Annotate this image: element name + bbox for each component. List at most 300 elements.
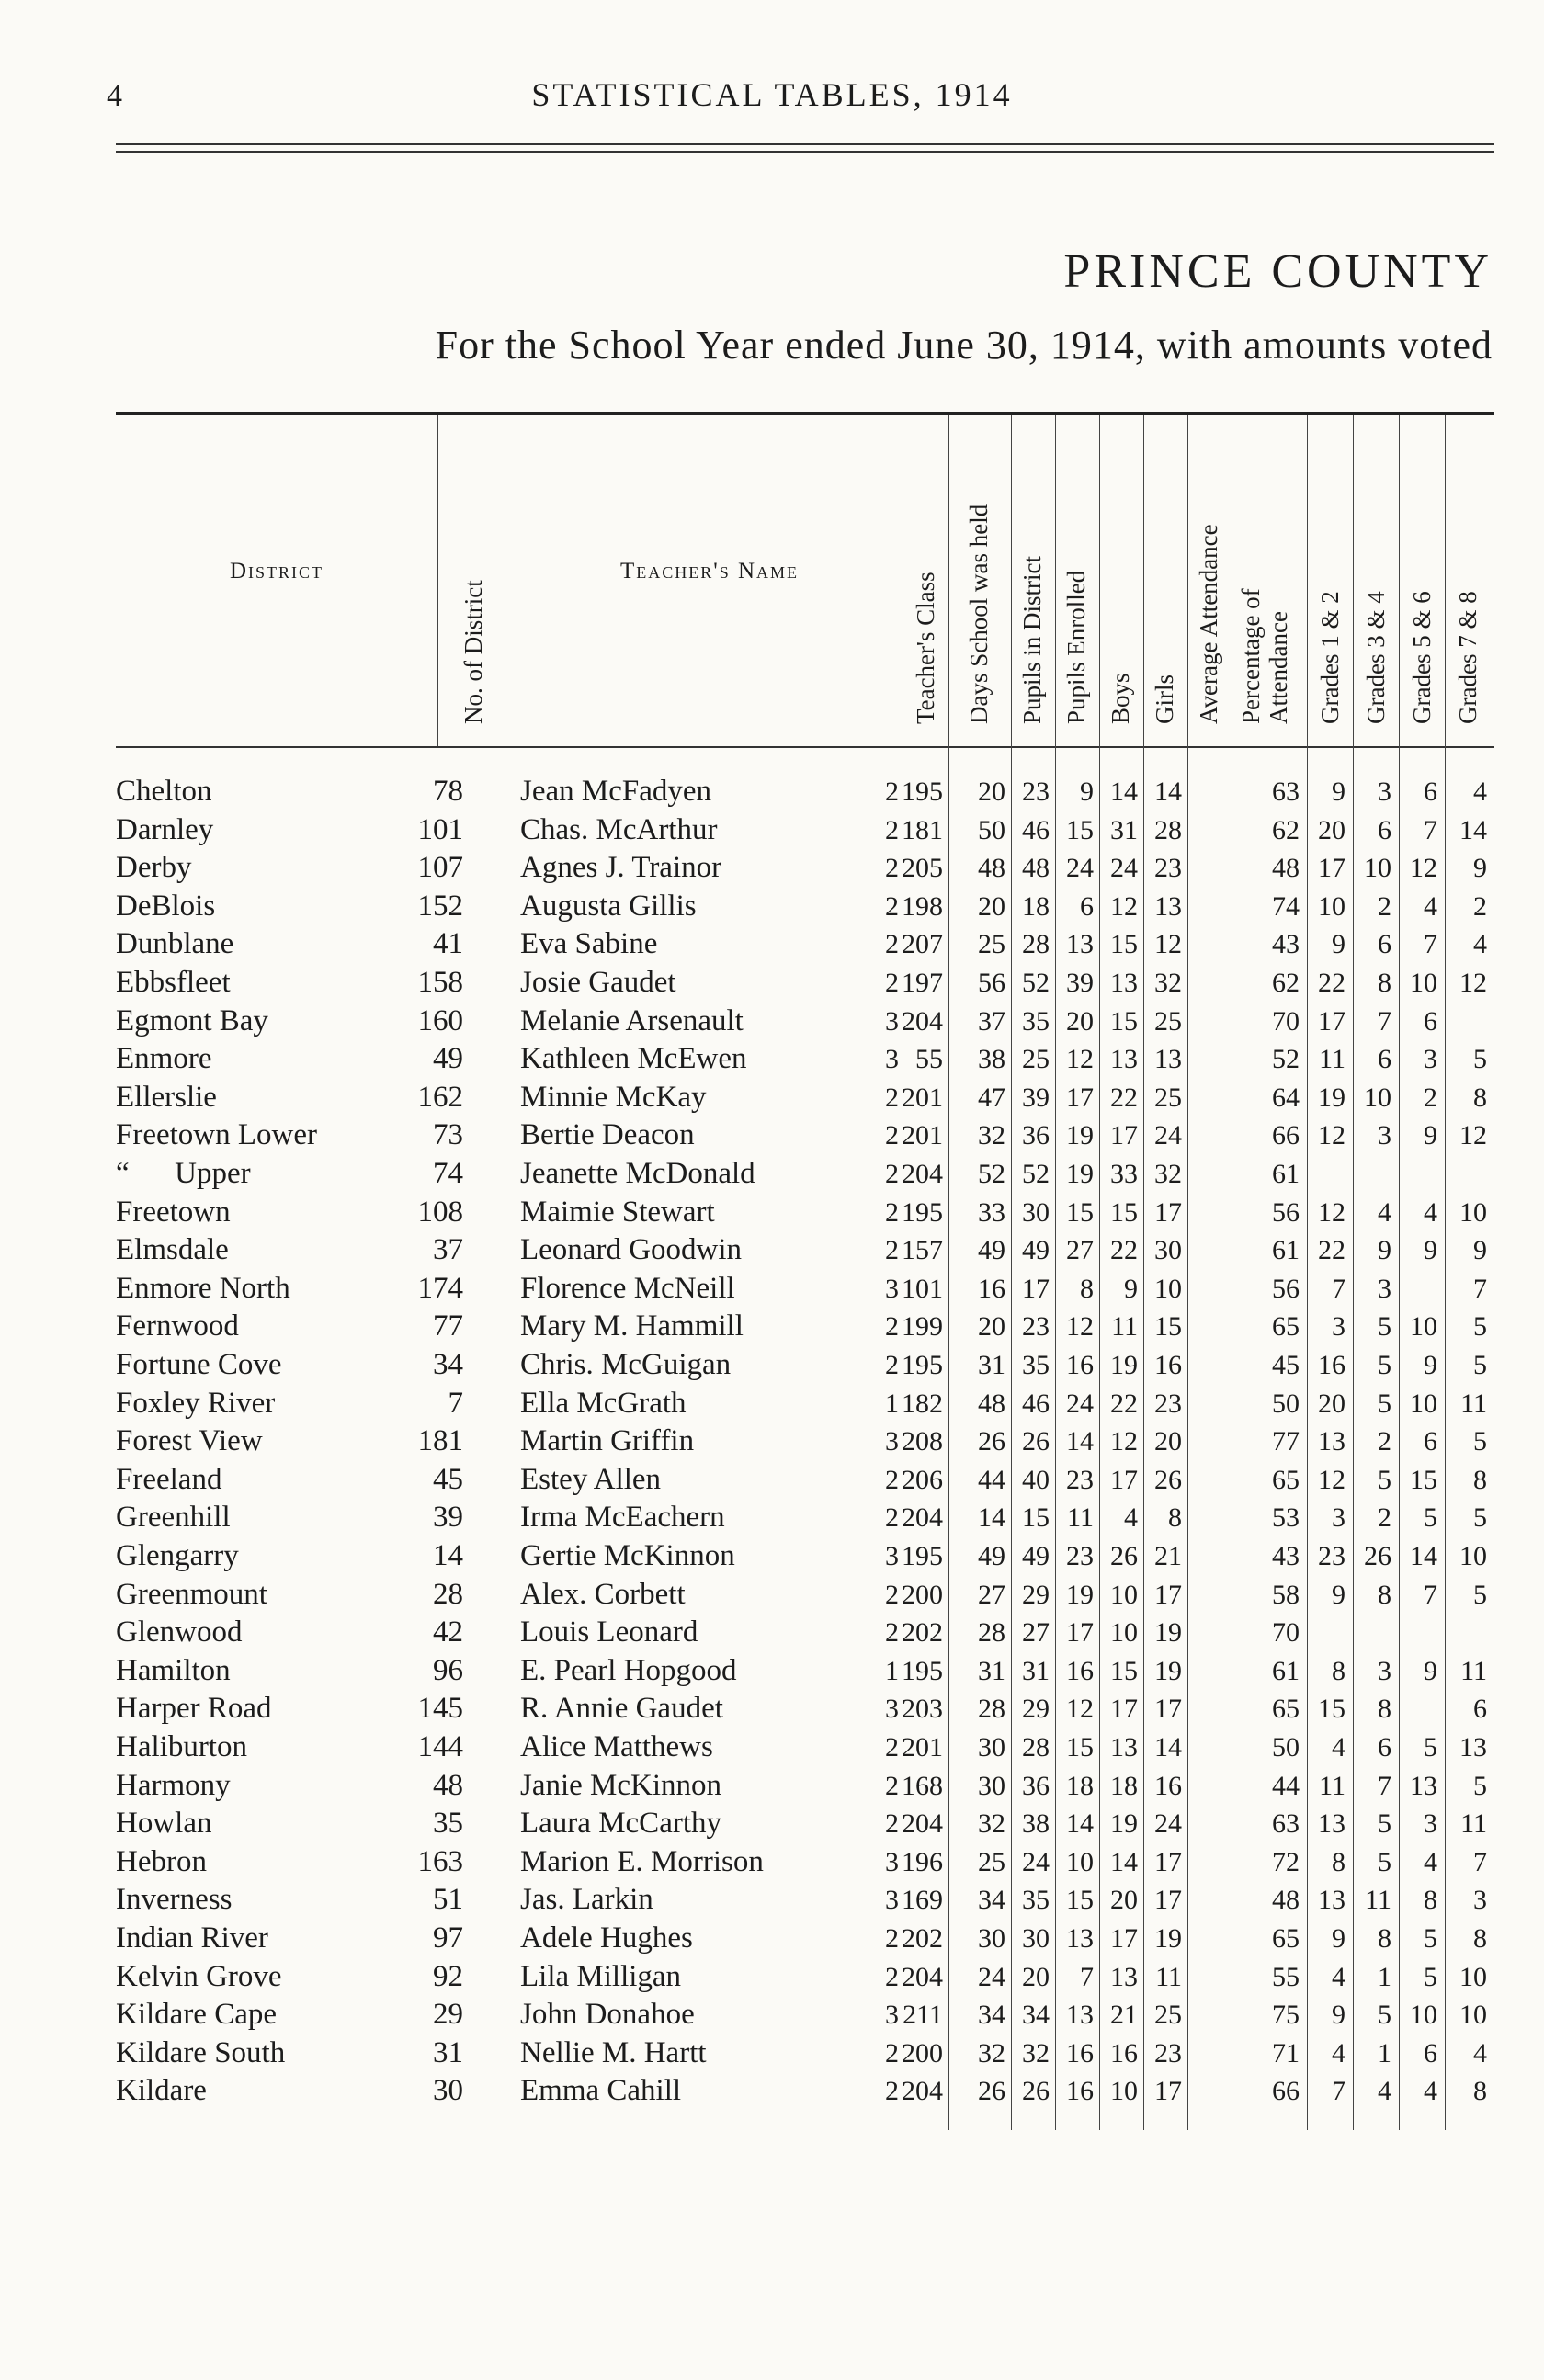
cell-grades-5-6: 9 xyxy=(1424,1120,1437,1151)
cell-district-number: 96 xyxy=(433,1653,463,1687)
cell-grades-5-6: 14 xyxy=(1410,1541,1437,1571)
cell-days-held: 195 xyxy=(902,1541,943,1571)
table-top-rule xyxy=(116,412,1494,415)
cell-grades-1-2: 20 xyxy=(1318,1388,1345,1419)
cell-percentage-attendance: 62 xyxy=(1272,814,1300,845)
cell-teacher-name: Irma McEachern xyxy=(520,1501,725,1535)
cell-percentage-attendance: 63 xyxy=(1272,776,1300,807)
cell-percentage-attendance: 70 xyxy=(1272,1617,1300,1649)
cell-grades-7-8: 10 xyxy=(1459,1196,1487,1228)
cell-teacher-class: 1 xyxy=(885,1388,899,1419)
cell-grades-3-4: 5 xyxy=(1378,1350,1391,1380)
cell-average-attendance: 17 xyxy=(1154,1885,1182,1916)
cell-grades-5-6: 4 xyxy=(1424,2076,1437,2107)
cell-teacher-class: 2 xyxy=(885,1770,899,1801)
cell-teacher-class: 3 xyxy=(885,1426,899,1457)
table-row xyxy=(116,1767,1494,1806)
cell-teacher-class: 2 xyxy=(885,1159,899,1189)
cell-grades-3-4: 6 xyxy=(1378,1732,1391,1762)
cell-grades-7-8: 5 xyxy=(1473,1044,1487,1075)
cell-grades-3-4: 1 xyxy=(1378,1961,1391,1992)
column-divider xyxy=(437,415,438,746)
cell-boys: 18 xyxy=(1066,1770,1094,1801)
cell-girls: 4 xyxy=(1124,1502,1138,1534)
table-row xyxy=(116,1270,1494,1309)
cell-teacher-name: Ella McGrath xyxy=(520,1386,687,1420)
cell-percentage-attendance: 75 xyxy=(1272,2000,1300,2031)
cell-district: Harper Road xyxy=(116,1692,272,1726)
table-row xyxy=(116,1194,1494,1232)
table-row xyxy=(116,1920,1494,1958)
cell-pupils-district: 47 xyxy=(978,1082,1005,1113)
cell-days-held: 181 xyxy=(902,814,943,845)
cell-days-held: 206 xyxy=(902,1464,943,1495)
cell-girls: 19 xyxy=(1110,1808,1138,1840)
cell-grades-5-6: 2 xyxy=(1424,1082,1437,1113)
table-row xyxy=(116,1003,1494,1041)
col-head-district: District xyxy=(229,559,324,584)
cell-grades-3-4: 5 xyxy=(1378,1464,1391,1495)
cell-girls: 14 xyxy=(1110,776,1138,807)
cell-days-held: 202 xyxy=(902,1617,943,1649)
cell-average-attendance: 19 xyxy=(1154,1617,1182,1649)
cell-teacher-name: Alice Matthews xyxy=(520,1730,713,1763)
cell-grades-5-6: 3 xyxy=(1424,1044,1437,1075)
cell-percentage-attendance: 55 xyxy=(1272,1961,1300,1992)
cell-grades-1-2: 12 xyxy=(1318,1464,1345,1495)
cell-district-number: 181 xyxy=(417,1424,463,1458)
cell-teacher-name: Laura McCarthy xyxy=(520,1807,721,1841)
cell-pupils-district: 32 xyxy=(978,1808,1005,1840)
cell-grades-1-2: 11 xyxy=(1319,1044,1345,1075)
cell-pupils-district: 30 xyxy=(978,1923,1005,1954)
cell-teacher-class: 3 xyxy=(885,1885,899,1916)
table-row xyxy=(116,888,1494,926)
cell-grades-5-6: 3 xyxy=(1424,1808,1437,1840)
cell-district: Haliburton xyxy=(116,1730,247,1763)
cell-percentage-attendance: 48 xyxy=(1272,853,1300,884)
cell-days-held: 200 xyxy=(902,2037,943,2068)
cell-district: Kelvin Grove xyxy=(116,1959,282,1993)
cell-district-number: 74 xyxy=(433,1157,463,1190)
cell-district: Indian River xyxy=(116,1921,268,1955)
cell-boys: 19 xyxy=(1066,1579,1094,1610)
cell-percentage-attendance: 61 xyxy=(1272,1235,1300,1266)
county-title: PRINCE COUNTY xyxy=(1063,245,1493,298)
cell-pupils-enrolled: 46 xyxy=(1022,1388,1050,1419)
cell-teacher-name: Gertie McKinnon xyxy=(520,1539,735,1572)
cell-grades-1-2: 8 xyxy=(1332,1655,1345,1686)
cell-grades-3-4: 4 xyxy=(1378,1196,1391,1228)
cell-grades-5-6: 7 xyxy=(1424,929,1437,960)
cell-days-held: 203 xyxy=(902,1694,943,1725)
cell-pupils-district: 14 xyxy=(978,1502,1005,1534)
cell-grades-5-6: 5 xyxy=(1424,1923,1437,1954)
cell-grades-1-2: 7 xyxy=(1332,1273,1345,1304)
cell-girls: 15 xyxy=(1110,1655,1138,1686)
cell-grades-1-2: 13 xyxy=(1318,1808,1345,1840)
cell-teacher-name: Chas. McArthur xyxy=(520,812,718,846)
cell-district-number: 78 xyxy=(433,775,463,808)
cell-grades-3-4: 5 xyxy=(1378,1311,1391,1343)
table-row xyxy=(116,1958,1494,1997)
cell-teacher-name: Martin Griffin xyxy=(520,1424,695,1458)
cell-grades-3-4: 1 xyxy=(1378,2037,1391,2068)
cell-girls: 17 xyxy=(1110,1464,1138,1495)
cell-boys: 8 xyxy=(1080,1273,1094,1304)
cell-grades-3-4: 11 xyxy=(1365,1885,1391,1916)
cell-pupils-district: 30 xyxy=(978,1770,1005,1801)
cell-percentage-attendance: 65 xyxy=(1272,1311,1300,1343)
cell-percentage-attendance: 56 xyxy=(1272,1196,1300,1228)
cell-grades-5-6: 9 xyxy=(1424,1655,1437,1686)
cell-average-attendance: 17 xyxy=(1154,1579,1182,1610)
cell-grades-1-2: 17 xyxy=(1318,853,1345,884)
cell-grades-5-6: 13 xyxy=(1410,1770,1437,1801)
cell-grades-3-4: 5 xyxy=(1378,1388,1391,1419)
cell-grades-5-6: 4 xyxy=(1424,1846,1437,1877)
col-head-pupils-enrolled: Pupils Enrolled xyxy=(1062,570,1090,724)
cell-average-attendance: 26 xyxy=(1154,1464,1182,1495)
cell-boys: 10 xyxy=(1066,1846,1094,1877)
cell-pupils-enrolled: 29 xyxy=(1022,1694,1050,1725)
cell-days-held: 199 xyxy=(902,1311,943,1343)
cell-teacher-name: Kathleen McEwen xyxy=(520,1042,747,1076)
cell-grades-1-2: 20 xyxy=(1318,814,1345,845)
cell-average-attendance: 11 xyxy=(1155,1961,1182,1992)
cell-boys: 15 xyxy=(1066,1885,1094,1916)
cell-district: Greenmount xyxy=(116,1577,267,1611)
cell-pupils-enrolled: 26 xyxy=(1022,1426,1050,1457)
page-number: 4 xyxy=(107,79,122,113)
cell-district: Enmore North xyxy=(116,1271,290,1305)
cell-average-attendance: 13 xyxy=(1154,1044,1182,1075)
cell-teacher-name: Melanie Arsenault xyxy=(520,1003,744,1037)
cell-grades-1-2: 17 xyxy=(1318,1005,1345,1037)
table-row xyxy=(116,1231,1494,1270)
cell-grades-1-2: 22 xyxy=(1318,1235,1345,1266)
cell-girls: 24 xyxy=(1110,853,1138,884)
cell-average-attendance: 8 xyxy=(1168,1502,1182,1534)
table-row xyxy=(116,1079,1494,1117)
cell-teacher-name: Chris. McGuigan xyxy=(520,1348,732,1381)
table-row xyxy=(116,1155,1494,1194)
cell-grades-1-2: 4 xyxy=(1332,1732,1345,1762)
table-row xyxy=(116,964,1494,1003)
cell-boys: 24 xyxy=(1066,853,1094,884)
cell-teacher-class: 2 xyxy=(885,1350,899,1380)
cell-pupils-district: 27 xyxy=(978,1579,1005,1610)
cell-district: Greenhill xyxy=(116,1501,231,1535)
cell-girls: 31 xyxy=(1110,814,1138,845)
cell-grades-5-6: 10 xyxy=(1410,2000,1437,2031)
cell-district-number: 158 xyxy=(417,966,463,999)
cell-girls: 12 xyxy=(1110,1426,1138,1457)
cell-grades-1-2: 9 xyxy=(1332,2000,1345,2031)
cell-district-number: 39 xyxy=(433,1501,463,1535)
header-rule-top xyxy=(116,143,1494,145)
cell-teacher-class: 2 xyxy=(885,1923,899,1954)
cell-district-number: 31 xyxy=(433,2035,463,2069)
cell-boys: 24 xyxy=(1066,1388,1094,1419)
table-row xyxy=(116,1461,1494,1500)
cell-pupils-district: 56 xyxy=(978,968,1005,998)
cell-girls: 11 xyxy=(1111,1311,1138,1343)
cell-teacher-name: Leonard Goodwin xyxy=(520,1233,743,1267)
cell-grades-5-6: 8 xyxy=(1424,1885,1437,1916)
cell-grades-1-2: 19 xyxy=(1318,1082,1345,1113)
cell-boys: 12 xyxy=(1066,1311,1094,1343)
cell-girls: 10 xyxy=(1110,1579,1138,1610)
cell-boys: 13 xyxy=(1066,2000,1094,2031)
cell-percentage-attendance: 74 xyxy=(1272,890,1300,922)
cell-days-held: 204 xyxy=(902,1961,943,1992)
cell-boys: 17 xyxy=(1066,1082,1094,1113)
cell-days-held: 207 xyxy=(902,929,943,960)
cell-girls: 20 xyxy=(1110,1885,1138,1916)
cell-teacher-class: 3 xyxy=(885,1541,899,1571)
cell-percentage-attendance: 58 xyxy=(1272,1579,1300,1610)
cell-boys: 16 xyxy=(1066,2076,1094,2107)
cell-percentage-attendance: 45 xyxy=(1272,1350,1300,1380)
cell-teacher-class: 2 xyxy=(885,1082,899,1113)
cell-pupils-district: 25 xyxy=(978,1846,1005,1877)
table-row xyxy=(116,1116,1494,1155)
table-row xyxy=(116,925,1494,964)
cell-pupils-district: 49 xyxy=(978,1541,1005,1571)
cell-boys: 16 xyxy=(1066,2037,1094,2068)
cell-days-held: 201 xyxy=(902,1732,943,1762)
cell-district-number: 7 xyxy=(448,1386,463,1420)
cell-average-attendance: 17 xyxy=(1154,2076,1182,2107)
cell-grades-7-8: 6 xyxy=(1473,1694,1487,1725)
cell-days-held: 195 xyxy=(902,1350,943,1380)
cell-boys: 19 xyxy=(1066,1120,1094,1151)
cell-pupils-enrolled: 34 xyxy=(1022,2000,1050,2031)
cell-district-number: 42 xyxy=(433,1615,463,1649)
cell-girls: 9 xyxy=(1124,1273,1138,1304)
cell-teacher-name: Jean McFadyen xyxy=(520,775,712,808)
cell-average-attendance: 13 xyxy=(1154,890,1182,922)
cell-district: Harmony xyxy=(116,1768,231,1802)
cell-girls: 17 xyxy=(1110,1694,1138,1725)
cell-teacher-class: 2 xyxy=(885,1196,899,1228)
cell-percentage-attendance: 66 xyxy=(1272,1120,1300,1151)
cell-girls: 18 xyxy=(1110,1770,1138,1801)
cell-grades-7-8: 11 xyxy=(1460,1655,1487,1686)
cell-district-number: 144 xyxy=(417,1730,463,1763)
table-row xyxy=(116,811,1494,850)
cell-boys: 39 xyxy=(1066,968,1094,998)
cell-teacher-class: 2 xyxy=(885,1235,899,1266)
cell-pupils-enrolled: 15 xyxy=(1022,1502,1050,1534)
cell-average-attendance: 17 xyxy=(1154,1846,1182,1877)
table-row xyxy=(116,1385,1494,1423)
cell-district: Enmore xyxy=(116,1042,212,1076)
table-subtitle: For the School Year ended June 30, 1914, with amounts voted xyxy=(435,323,1493,368)
cell-pupils-enrolled: 28 xyxy=(1022,929,1050,960)
cell-district-number: 160 xyxy=(417,1003,463,1037)
cell-teacher-class: 2 xyxy=(885,2076,899,2107)
cell-grades-3-4: 8 xyxy=(1378,1923,1391,1954)
cell-grades-1-2: 13 xyxy=(1318,1885,1345,1916)
cell-district: Ellerslie xyxy=(116,1080,217,1114)
table-row xyxy=(116,849,1494,888)
cell-percentage-attendance: 52 xyxy=(1272,1044,1300,1075)
cell-grades-7-8: 13 xyxy=(1459,1732,1487,1762)
cell-grades-1-2: 3 xyxy=(1332,1502,1345,1534)
cell-grades-1-2: 9 xyxy=(1332,1923,1345,1954)
cell-boys: 17 xyxy=(1066,1617,1094,1649)
cell-district: Kildare xyxy=(116,2074,207,2108)
cell-percentage-attendance: 65 xyxy=(1272,1694,1300,1725)
cell-pupils-enrolled: 35 xyxy=(1022,1885,1050,1916)
cell-pupils-enrolled: 31 xyxy=(1022,1655,1050,1686)
cell-grades-5-6: 9 xyxy=(1424,1235,1437,1266)
cell-pupils-district: 52 xyxy=(978,1159,1005,1189)
cell-teacher-class: 2 xyxy=(885,1579,899,1610)
cell-pupils-enrolled: 40 xyxy=(1022,1464,1050,1495)
cell-boys: 15 xyxy=(1066,814,1094,845)
cell-district: Inverness xyxy=(116,1883,233,1917)
cell-days-held: 195 xyxy=(902,1196,943,1228)
cell-district: Chelton xyxy=(116,775,212,808)
cell-grades-1-2: 15 xyxy=(1318,1694,1345,1725)
cell-girls: 16 xyxy=(1110,2037,1138,2068)
cell-boys: 15 xyxy=(1066,1732,1094,1762)
cell-district: Dunblane xyxy=(116,927,234,961)
table-row xyxy=(116,1614,1494,1652)
cell-pupils-district: 50 xyxy=(978,814,1005,845)
cell-girls: 13 xyxy=(1110,968,1138,998)
cell-grades-1-2: 11 xyxy=(1319,1770,1345,1801)
cell-grades-3-4: 6 xyxy=(1378,814,1391,845)
cell-grades-7-8: 14 xyxy=(1459,814,1487,845)
cell-grades-1-2: 10 xyxy=(1318,890,1345,922)
cell-pupils-enrolled: 30 xyxy=(1022,1923,1050,1954)
cell-pupils-district: 34 xyxy=(978,1885,1005,1916)
cell-average-attendance: 15 xyxy=(1154,1311,1182,1343)
cell-district: Freetown xyxy=(116,1195,231,1229)
cell-percentage-attendance: 72 xyxy=(1272,1846,1300,1877)
cell-grades-5-6: 15 xyxy=(1410,1464,1437,1495)
cell-percentage-attendance: 53 xyxy=(1272,1502,1300,1534)
cell-teacher-name: Estey Allen xyxy=(520,1462,662,1496)
cell-district-number: 77 xyxy=(433,1309,463,1343)
cell-boys: 14 xyxy=(1066,1808,1094,1840)
cell-teacher-class: 2 xyxy=(885,776,899,807)
cell-district-number: 107 xyxy=(417,851,463,885)
cell-percentage-attendance: 43 xyxy=(1272,1541,1300,1571)
cell-pupils-district: 24 xyxy=(978,1961,1005,1992)
cell-percentage-attendance: 61 xyxy=(1272,1655,1300,1686)
cell-grades-3-4: 5 xyxy=(1378,2000,1391,2031)
cell-district-number: 37 xyxy=(433,1233,463,1267)
cell-teacher-name: Augusta Gillis xyxy=(520,889,697,923)
cell-teacher-name: Agnes J. Trainor xyxy=(520,851,722,885)
cell-average-attendance: 19 xyxy=(1154,1923,1182,1954)
cell-average-attendance: 14 xyxy=(1154,1732,1182,1762)
cell-pupils-district: 16 xyxy=(978,1273,1005,1304)
cell-pupils-district: 31 xyxy=(978,1655,1005,1686)
cell-teacher-name: Josie Gaudet xyxy=(520,966,676,999)
cell-grades-1-2: 22 xyxy=(1318,968,1345,998)
cell-pupils-enrolled: 25 xyxy=(1022,1044,1050,1075)
cell-average-attendance: 17 xyxy=(1154,1196,1182,1228)
cell-district-number: 101 xyxy=(417,812,463,846)
cell-pupils-enrolled: 32 xyxy=(1022,2037,1050,2068)
cell-girls: 13 xyxy=(1110,1044,1138,1075)
col-head-days-held: Days School was held xyxy=(965,504,993,724)
table-row xyxy=(116,1843,1494,1882)
cell-district-number: 30 xyxy=(433,2074,463,2108)
cell-pupils-enrolled: 23 xyxy=(1022,776,1050,807)
cell-grades-5-6: 6 xyxy=(1424,2037,1437,2068)
col-head-girls: Girls xyxy=(1151,674,1178,724)
cell-boys: 19 xyxy=(1066,1159,1094,1189)
cell-grades-7-8: 5 xyxy=(1473,1579,1487,1610)
cell-grades-5-6: 6 xyxy=(1424,1426,1437,1457)
cell-teacher-name: E. Pearl Hopgood xyxy=(520,1653,737,1687)
cell-district-number: 29 xyxy=(433,1998,463,2032)
cell-grades-5-6: 6 xyxy=(1424,776,1437,807)
cell-grades-7-8: 5 xyxy=(1473,1770,1487,1801)
cell-district: Fortune Cove xyxy=(116,1348,282,1381)
cell-boys: 23 xyxy=(1066,1541,1094,1571)
cell-pupils-enrolled: 35 xyxy=(1022,1350,1050,1380)
cell-pupils-district: 26 xyxy=(978,2076,1005,2107)
cell-boys: 12 xyxy=(1066,1694,1094,1725)
col-head-percentage-line1: Percentage of xyxy=(1237,588,1265,724)
cell-grades-7-8: 4 xyxy=(1473,929,1487,960)
cell-grades-3-4: 3 xyxy=(1378,776,1391,807)
col-head-grades-7-8: Grades 7 & 8 xyxy=(1454,591,1482,724)
cell-grades-7-8: 9 xyxy=(1473,1235,1487,1266)
cell-pupils-district: 26 xyxy=(978,1426,1005,1457)
cell-percentage-attendance: 64 xyxy=(1272,1082,1300,1113)
cell-girls: 10 xyxy=(1110,1617,1138,1649)
table-row xyxy=(116,1728,1494,1767)
cell-grades-7-8: 2 xyxy=(1473,890,1487,922)
cell-grades-1-2: 12 xyxy=(1318,1120,1345,1151)
cell-days-held: 55 xyxy=(915,1044,943,1075)
cell-grades-3-4: 5 xyxy=(1378,1808,1391,1840)
cell-average-attendance: 17 xyxy=(1154,1694,1182,1725)
cell-grades-7-8: 10 xyxy=(1459,1961,1487,1992)
table-row xyxy=(116,1499,1494,1537)
cell-teacher-class: 3 xyxy=(885,1273,899,1304)
cell-district-number: 73 xyxy=(433,1118,463,1152)
cell-pupils-enrolled: 29 xyxy=(1022,1579,1050,1610)
col-head-grades-3-4: Grades 3 & 4 xyxy=(1362,591,1390,724)
cell-district: “ Upper xyxy=(116,1157,251,1190)
cell-district-number: 14 xyxy=(433,1539,463,1572)
cell-grades-5-6: 5 xyxy=(1424,1502,1437,1534)
table-row xyxy=(116,1996,1494,2034)
cell-teacher-name: Marion E. Morrison xyxy=(520,1844,764,1878)
cell-average-attendance: 24 xyxy=(1154,1808,1182,1840)
cell-average-attendance: 10 xyxy=(1154,1273,1182,1304)
cell-district: Hebron xyxy=(116,1844,207,1878)
cell-grades-7-8: 10 xyxy=(1459,2000,1487,2031)
cell-district: Glengarry xyxy=(116,1539,239,1572)
cell-pupils-enrolled: 35 xyxy=(1022,1005,1050,1037)
cell-district-number: 49 xyxy=(433,1042,463,1076)
cell-grades-7-8: 8 xyxy=(1473,1464,1487,1495)
cell-pupils-enrolled: 28 xyxy=(1022,1732,1050,1762)
cell-grades-7-8: 9 xyxy=(1473,853,1487,884)
cell-grades-5-6: 5 xyxy=(1424,1732,1437,1762)
